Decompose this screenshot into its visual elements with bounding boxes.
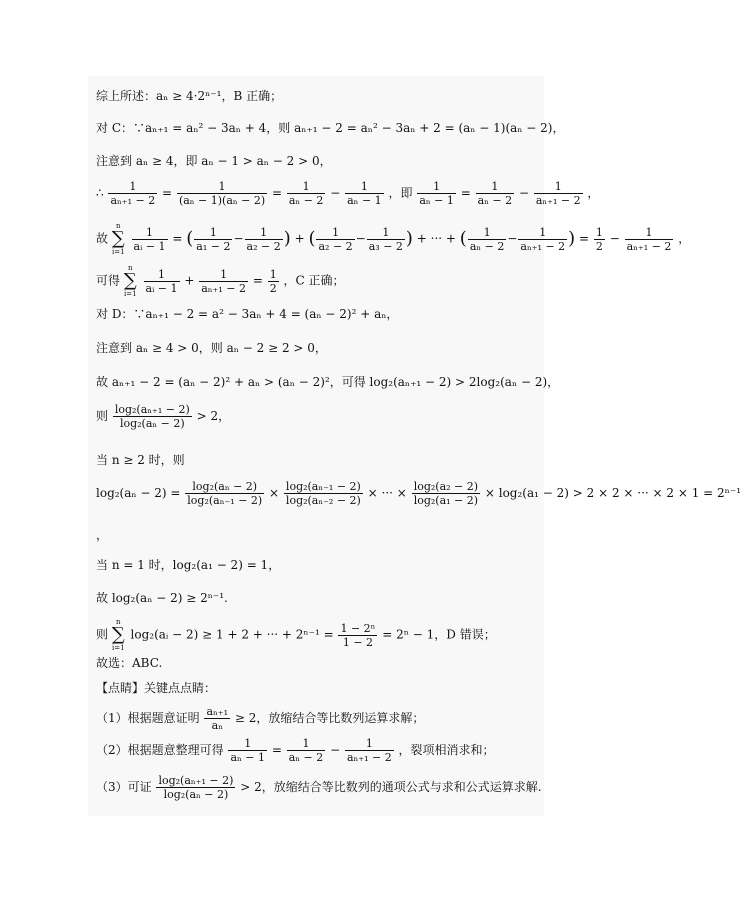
fraction: $\frac{1}{\text{aₙ − 2}}$ <box>288 737 324 764</box>
equation-line: 可得 n ∑ i=1 $\frac{1}{\text{aᵢ − 1}}$ + $\frac{1}{\text{aₙ₊₁ − 2}}$ = $\frac{1}{2}$ ，C 正确； <box>96 264 345 298</box>
fraction: $\frac{1}{\text{aₙ₊₁ − 2}}$ <box>520 225 566 253</box>
fraction: $\frac{1}{\text{aₙ₊₁ − 2}}$ <box>110 180 156 207</box>
fraction: $\frac{1}{\text{aₙ − 2}}$ <box>288 180 324 207</box>
equation-line: 则 n ∑ i=1 log₂(aᵢ − 2) ≥ 1 + 2 + ··· + 2ⁿ⁻¹ = $\frac{\text{1 − 2ⁿ}}{1 - 2}$ = 2ⁿ − 1，D 错误； <box>96 618 496 652</box>
fraction: $\frac{1}{\text{aᵢ − 1}}$ <box>133 225 166 253</box>
fraction: $\frac{\text{aₙ₊₁}}{\text{aₙ}}$ <box>206 705 229 732</box>
fraction: $\frac{1}{2}$ <box>269 267 277 295</box>
sigma-icon: n ∑ i=1 <box>111 618 125 652</box>
equation-line: （2）根据题意整理可得 $\frac{1}{\text{aₙ − 1}}$ = $\frac{1}{\text{aₙ − 2}}$ − $\frac{1}{\text{aₙ₊₁ − 2}}$ ，裂项相消求和； <box>96 737 495 764</box>
text-line: 当 n ≥ 2 时，则 <box>96 453 185 467</box>
text-line: 故 log₂(aₙ − 2) ≥ 2ⁿ⁻¹. <box>96 591 228 605</box>
fraction: $\frac{1}{2}$ <box>595 225 603 253</box>
fraction: $\frac{1}{\text{aₙ − 2}}$ <box>469 225 505 253</box>
fraction: $\frac{1}{\text{aₙ₊₁ − 2}}$ <box>626 225 672 253</box>
text: ∴ <box>96 186 104 200</box>
text-line: 当 n = 1 时，log₂(a₁ − 2) = 1， <box>96 558 281 572</box>
text-line: 注意到 aₙ ≥ 4 > 0，则 aₙ − 2 ≥ 2 > 0， <box>96 341 327 355</box>
section-heading: 【点睛】关键点点睛： <box>96 681 217 695</box>
fraction: $\frac{1}{\text{a₁ − 2}}$ <box>196 225 231 253</box>
fraction: $\frac{1}{\text{aₙ₊₁ − 2}}$ <box>346 737 392 764</box>
fraction: $\frac{\text{log₂(a₂ − 2)}}{\text{log₂(a₁ − 2)}}$ <box>413 480 479 507</box>
fraction: $\frac{\text{1 − 2ⁿ}}{1 - 2}$ <box>340 621 376 649</box>
sigma-icon: n ∑ i=1 <box>123 264 137 298</box>
text-line: 对 C：∵aₙ₊₁ = aₙ² − 3aₙ + 4，则 aₙ₊₁ − 2 = aₙ² − 3aₙ + 2 = (aₙ − 1)(aₙ − 2)， <box>96 121 565 135</box>
fraction: $\frac{1}{\text{aₙ₊₁ − 2}}$ <box>201 267 246 295</box>
equation-line: log₂(aₙ − 2) = $\frac{\text{log₂(aₙ − 2)}}{\text{log₂(aₙ₋₁ − 2)}}$ × $\frac{\text{log₂(aₙ₋₁ − 2)}}{\text{log₂(aₙ₋₂ − 2)}}$ × ··· × $\frac{\text{log₂(a₂ − 2)}}{\text{log₂(a₁ − 2)}}$ × log₂(a₁ − 2) > 2 × 2 × ··· × 2 × 1 = 2ⁿ⁻¹ <box>96 480 741 507</box>
equation-line: 故 n ∑ i=1 $\frac{1}{\text{aᵢ − 1}}$ = ( $\frac{1}{\text{a₁ − 2}}$ − $\frac{1}{\text{a₂ − 2}}$ ) + ( $\frac{1}{\text{a₂ − 2}}$ − $\frac{1}{\text{a₃ − 2}}$ ) + ··· + ( $\frac{1}{\text{aₙ − 2}}$ − $\frac{1}{\text{aₙ₊₁ − 2}}$ ) = $\frac{1}{2}$ − $\frac{1}{\text{aₙ₊₁ − 2}}$ ， <box>96 222 691 256</box>
fraction: $\frac{1}{\text{aₙ₊₁ − 2}}$ <box>535 180 581 207</box>
fraction: $\frac{\text{log₂(aₙ − 2)}}{\text{log₂(aₙ₋₁ − 2)}}$ <box>187 480 263 507</box>
sigma-icon: n ∑ i=1 <box>111 222 125 256</box>
fraction: $\frac{1}{\text{a₂ − 2}}$ <box>318 225 353 253</box>
fraction: $\frac{1}{\text{a₃ − 2}}$ <box>368 225 403 253</box>
equation-line: 则 $\frac{\text{log₂(aₙ₊₁ − 2)}}{\text{log₂(aₙ − 2)}}$ > 2， <box>96 403 231 430</box>
equation-line: ∴ $\frac{1}{\text{aₙ₊₁ − 2}}$ = $\frac{1}{\text{(aₙ − 1)(aₙ − 2)}}$ = $\frac{1}{\text{aₙ − 2}}$ − $\frac{1}{\text{aₙ − 1}}$ ，即 $\frac{1}{\text{aₙ − 1}}$ = $\frac{1}{\text{aₙ − 2}}$ − $\frac{1}{\text{aₙ₊₁ − 2}}$ ， <box>96 180 600 207</box>
text-line: 注意到 aₙ ≥ 4，即 aₙ − 1 > aₙ − 2 > 0， <box>96 154 332 168</box>
text-line: 故选：ABC. <box>96 656 163 670</box>
text-line: 对 D：∵aₙ₊₁ − 2 = a² − 3aₙ + 4 = (aₙ − 2)² + aₙ， <box>96 307 399 321</box>
text-line: ， <box>96 528 109 542</box>
fraction: $\frac{\text{log₂(aₙ₊₁ − 2)}}{\text{log₂(aₙ − 2)}}$ <box>158 774 234 801</box>
fraction: $\frac{1}{\text{(aₙ − 1)(aₙ − 2)}}$ <box>178 180 266 207</box>
fraction: $\frac{1}{\text{aᵢ − 1}}$ <box>145 267 178 295</box>
fraction: $\frac{1}{\text{aₙ − 2}}$ <box>477 180 513 207</box>
fraction: $\frac{1}{\text{aₙ − 1}}$ <box>419 180 454 207</box>
text-line: 故 aₙ₊₁ − 2 = (aₙ − 2)² + aₙ > (aₙ − 2)²，可得 log₂(aₙ₊₁ − 2) > 2log₂(aₙ − 2)， <box>96 375 560 389</box>
fraction: $\frac{1}{\text{a₂ − 2}}$ <box>246 225 281 253</box>
fraction: $\frac{\text{log₂(aₙ₋₁ − 2)}}{\text{log₂(aₙ₋₂ − 2)}}$ <box>285 480 361 507</box>
fraction: $\frac{1}{\text{aₙ − 1}}$ <box>347 180 382 207</box>
text-line: 综上所述：aₙ ≥ 4·2ⁿ⁻¹，B 正确； <box>96 89 283 103</box>
fraction: $\frac{\text{log₂(aₙ₊₁ − 2)}}{\text{log₂(aₙ − 2)}}$ <box>114 403 190 430</box>
equation-line: （1）根据题意证明 $\frac{\text{aₙ₊₁}}{\text{aₙ}}$ ≥ 2，放缩结合等比数列运算求解； <box>96 705 425 732</box>
equation-line: （3）可证 $\frac{\text{log₂(aₙ₊₁ − 2)}}{\text{log₂(aₙ − 2)}}$ > 2，放缩结合等比数列的通项公式与求和公式运算求解. <box>96 774 542 801</box>
fraction: $\frac{1}{\text{aₙ − 1}}$ <box>230 737 265 764</box>
